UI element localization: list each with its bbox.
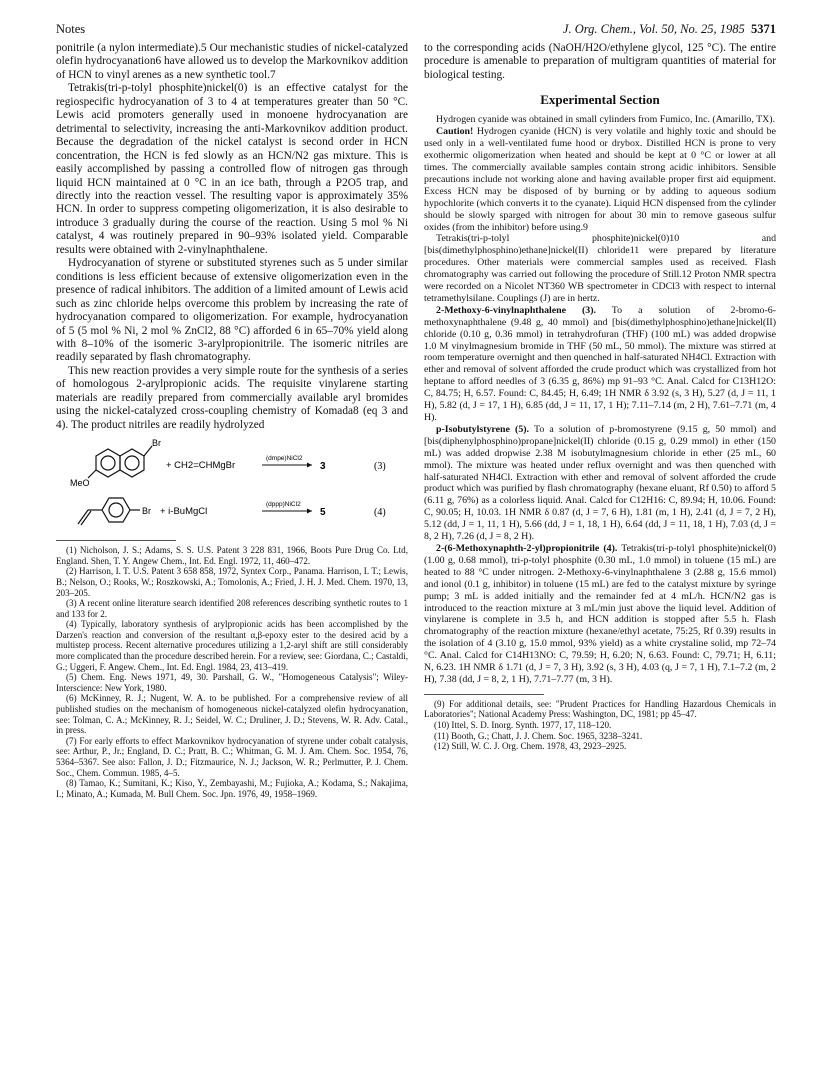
paragraph: ponitrile (a nylon intermediate).5 Our mechanistic studies of nickel-catalyzed olefin hydrocyanation6 have allowed us to develop the Markovnikov addition of HCN to vinyl arenes as a new synthetic tool.7 bbox=[56, 42, 408, 81]
paragraph: Tetrakis(tri-p-tolyl phosphite)nickel(0)10 and [bis(dimethylphosphino)ethane]nickel(II) chloride11 were prepared by literature procedures. Other materials were commercial samples used as received. Flash chromatography was carried out following the procedure of Still.12 Proton NMR spectra were recorded on a Nicolet NT360 WB spectrometer in CDCl3 with respect to internal tetramethylsilane. Couplings (J) are in hertz. bbox=[424, 233, 776, 304]
journal-citation: J. Org. Chem., Vol. 50, No. 25, 1985 bbox=[562, 22, 745, 36]
reference-item: (1) Nicholson, J. S.; Adams, S. S. U.S. Patent 3 228 831, 1966, Boots Pure Drug Co. Ltd, England. Shen, T. Y. Angew Chem., Int. Ed. Engl. 1972, 11, 460–472. bbox=[56, 545, 408, 566]
paragraph: Hydrogen cyanide was obtained in small cylinders from Fumico, Inc. (Amarillo, TX). bbox=[436, 114, 776, 126]
right-body-text bbox=[424, 42, 776, 82]
reference-item: (8) Tamao, K.; Sumitani, K.; Kiso, Y., Zembayashi, M.; Fujioka, A.; Kodama, S.; Nakajima, I.; Minato, A.; Kumada, M. Bull Chem. Soc. Jpn. 1976, 49, 1958–1969. bbox=[56, 778, 408, 799]
arrowhead-icon bbox=[307, 463, 312, 468]
right-references bbox=[424, 699, 776, 752]
procedure-body: To a solution of 2-bromo-6-methoxynaphthalene (9.48 g, 40 mmol) and [bis(dimethylphosphino)ethane]nickel(II) chloride (0.10 g, 0.36 mmol) in tetrahydrofuran (THF) (100 mL) was added dropwise 1.0 M vinylmagnesium bromide in THF (50 mL, 50 mmol). The mixture was stirred at room temperature overnight and then quenched in half-saturated NH4Cl. Extraction with ether and removal of solvent afforded the crude product which was crystallized from hot heptane to afford needles of 3 (6.35 g, 86%) mp 91–93 °C. Anal. Calcd for C13H12O: C, 84.75; H, 6.57. Found: C, 84.45; H, 6.49; 1H NMR δ 3.92 (s, 3 H), 5.27 (d, J = 11, 1 H), 5.82 (d, J = 17, 1 H), 6.85 (dd, J = 11, 17, 1 H); 7.11–7.14 (m, 2 H), 7.61–7.71 (m, 4 H). bbox=[424, 304, 776, 424]
product-number-5: 5 bbox=[320, 507, 326, 519]
experimental-text bbox=[424, 114, 776, 686]
running-header-left: Notes bbox=[56, 22, 86, 36]
section-heading: Experimental Section bbox=[540, 92, 660, 108]
bromo-label: Br bbox=[152, 438, 161, 449]
reference-item: (10) Ittel, S. D. Inorg. Synth. 1977, 17, 118–120. bbox=[434, 720, 612, 731]
procedure-paragraph bbox=[424, 305, 776, 424]
compound-heading: 2-Methoxy-6-vinylnaphthalene (3). bbox=[436, 304, 596, 316]
dppp-catalyst-label: (dppp)NiCl2 bbox=[266, 501, 301, 509]
left-body-text bbox=[56, 42, 408, 432]
paragraph: to the corresponding acids (NaOH/H2O/ethylene glycol, 125 °C). The entire procedure is amenable to preparation of multigram quantities of material for biological testing. bbox=[424, 42, 776, 81]
right-column bbox=[424, 42, 776, 752]
caution-paragraph bbox=[424, 126, 776, 233]
footnote-divider bbox=[56, 540, 176, 541]
reference-item: (5) Chem. Eng. News 1971, 49, 30. Parshall, G. W., "Homogeneous Catalysis"; Wiley-Interscience: New York, 1980. bbox=[56, 672, 408, 693]
paragraph: This new reaction provides a very simple route for the synthesis of a series of homologous 2-arylpropionic acids. The requisite vinylarene starting materials are readily prepared from commercially available aryl bromides using the nickel-catalyzed cross-coupling chemistry of Komada8 (eq 3 and 4). The product nitriles are readily hydrolyzed bbox=[56, 364, 408, 431]
bromo-label: Br bbox=[142, 506, 151, 517]
product-number-3: 3 bbox=[320, 461, 326, 473]
compound-heading: p-Isobutylstyrene (5). bbox=[436, 423, 530, 435]
dmpe-catalyst-label: (dmpe)NiCl2 bbox=[266, 455, 303, 463]
equation-number-4: (4) bbox=[374, 507, 386, 519]
procedure-body: Tetrakis(tri-p-tolyl phosphite)nickel(0) (1.00 g, 0.68 mmol), tri-p-tolyl phosphite (0.30 mL, 1.0 mmol) in toluene (15 mL) are heated to 88 °C under nitrogen. 2-Methoxy-6-vinylnaphthalene 3 (2.88 g, 15.6 mmol) and ionol (0.1 g, inhibitor) in toluene (15 mL) are fed to the catalyst mixture by syringe pump; 3 mL is added initially and the remainder fed at 4 mL/h. HCN/N2 gas is introduced to the reaction mixture at 3 mL/min just above the liquid level. Addition of vinylarene is complete in 3.5 h, and HCN addition is stopped after 5.5 h. Flash chromatography of the reaction mixture (hexane/ethyl acetate, 75:25, Rf 0.39) results in the isolation of 4 (3.10 g, 15.0 mmol, 93% yield) as a white crystaline solid, mp 72–74 °C. Anal. Calcd for C14H13NO: C, 79.59; H, 6.20; N, 6.63. Found: C, 79.71; H, 6.11; N, 6.23. 1H NMR δ 1.71 (d, J = 7, 3 H), 3.92 (s, 3 H), 4.03 (q, J = 7, 1 H), 7.1–7.2 (m, 2 H), 7.38 (dd, J = 8, 2, 1 H), 7.71–7.77 (m, 3 H). bbox=[424, 542, 776, 685]
naphthalene-structure bbox=[88, 446, 152, 478]
isobutyl-grignard-reagent: + i-BuMgCl bbox=[160, 506, 208, 518]
procedure-paragraph bbox=[424, 543, 776, 686]
reference-item: (3) A recent online literature search identified 208 references describing synthetic routes to 1 and 133 for 2. bbox=[56, 598, 408, 619]
running-header-right bbox=[563, 22, 776, 37]
reference-item: (6) McKinney, R. J.; Nugent, W. A. to be published. For a comprehensive review of all published studies on the mechanism of homogeneous nickel-catalyzed olefin hydrocyanation, see: Tolman, C. A.; McKinney, R. J.; Seidel, W. C.; Druliner, J. D.; Stevens, W. R. Adv. Catal., in press. bbox=[56, 693, 408, 736]
methoxy-label: MeO bbox=[70, 478, 90, 489]
paragraph: Tetrakis(tri-p-tolyl phosphite)nickel(0) is an effective catalyst for the regiospecific hydrocyanation of 3 to 4 at temperatures greater than 50 °C. Lewis acid promoters generally used in monoene hydrocyanation are detrimental to selectivity, increasing the anti-Markovnikov addition product. Because the degradation of the nickel catalyst is second order in HCN concentration, the HCN is fed slowly as an HCN/N2 gas mixture. This is easily accomplished by passing a controlled flow of nitrogen gas through liquid HCN maintained at 0 °C in an ice bath, through a P2O5 trap, and directly into the reaction vessel. The resulting vapor is approximately 35% HCN. In order to suppress competing oligomerization, it is also desirable to introduce 3 gradually during the course of the reaction. Using 5 mol % Ni catalyst, 4 was routinely prepared in 90–93% isolated yield. Comparable results were obtained with 2-vinylnaphthalene. bbox=[56, 82, 408, 256]
reference-item: (7) For early efforts to effect Markovnikov hydrocyanation of styrene under cobalt catalysis, see: Arthur, P., Jr.; England, D. C.; Pratt, B. C.; Whitman, G. M. J. Am. Chem. Soc. 1954, 76, 5364–5367. See also: Fallon, J. D.; Fitzmaurice, N. J.; Jackson, W. R.; Perlmutter, P. J. Chem. Soc., Chem. Commun. 1985, 4–5. bbox=[56, 735, 408, 778]
reference-item: (4) Typically, laboratory synthesis of arylpropionic acids has been accomplished by the Darzen's reaction and conversion of the resultant α,β-epoxy ester to the desired acid by a multistep process. Recent alternative procedures utilizing a 1,2-aryl shift are still considerably more complicated than the procedure described herein. For a review, see: Giordana, C.; Castaldi, G.; Uggeri, F. Angew. Chem., Int. Ed. Engl. 1984, 23, 413–419. bbox=[56, 619, 408, 672]
compound-heading: 2-(6-Methoxynaphth-2-yl)propionitrile (4). bbox=[436, 542, 618, 554]
paragraph: Hydrocyanation of styrene or substituted styrenes such as 5 under similar conditions is less efficient because of extensive oligomerization even in the presence of radical inhibitors. The addition of a limited amount of Lewis acid such as zinc chloride helps overcome this problem by increasing the rate of hydrocyanation compared to oligomerization. For example, hydrocyanation of 5 (5 mol % Ni, 2 mol % ZnCl2, 88 °C) afforded 6 in 65–70% yield along with 8–10% of the isomeric 3-arylpropionitrile. The isomeric nitriles are readily separated by flash chromatography. bbox=[56, 257, 408, 364]
reference-item: (9) For additional details, see: "Prudent Practices for Handling Hazardous Chemicals in Laboratories"; National Academy Press: Washington, DC, 1981; pp 45–47. bbox=[424, 698, 776, 720]
footnote-divider bbox=[424, 694, 544, 695]
procedure-body: To a solution of p-bromostyrene (9.15 g, 50 mmol) and [bis(diphenylphosphino)propane]nickel(II) chloride (0.15 g, 0.29 mmol) in ether (150 mL) was added dropwise 2.38 M isobutylmagnesium chloride in ether (25 mL, 60 mmol). The mixture was heated under reflux overnight and was then quenched with half-saturated NH4Cl. Extraction with ether and removal of solvent afforded the crude product which was purified by flash chromatography (hexane eluant, Rf 0.50) to afford 5 (6.11 g, 76%) as a colorless liquid. Anal. Calcd for C12H16: C, 89.94; H, 10.06. Found: C, 90.05; H, 10.03. 1H NMR δ 0.87 (d, J = 7, 6 H), 1.81 (m, 1 H), 2.41 (d, J = 7, 2 H), 5.12 (dd, J = 1, 11, 1 H), 5.66 (dd, J = 1, 18, 1 H), 6.64 (dd, J = 11, 18, 1 H), 7.03 (d, J = 8, 2 H), 7.26 (d, J = 8, 2 H). bbox=[424, 423, 777, 543]
left-column bbox=[56, 42, 408, 799]
vinyl-grignard-reagent: + CH2=CHMgBr bbox=[166, 460, 236, 472]
arrowhead-icon bbox=[307, 509, 312, 514]
styrene-structure bbox=[78, 498, 140, 525]
left-references bbox=[56, 545, 408, 799]
page-number: 5371 bbox=[751, 22, 776, 36]
caution-body: Hydrogen cyanide (HCN) is very volatile and highly toxic and should be used only in a well-ventilated fume hood or drybox. Distilled HCN is prone to very exothermic oligomerization when heated and should be kept at 0 °C or lower at all times. The commercially available samples contain strong acidic inhibitors. Sensible precautions include not working alone and having available proper first aid equipment. Excess HCN may be disposed of by burning or by adding to aqueous sodium hypochlorite (which converts it to the cyanate). Liquid HCN dispensed from the cylinder should be slowly sparged with nitrogen for about 30 min to remove gaseous sulfur oxides (from the inhibitor) before using.9 bbox=[424, 126, 776, 233]
reference-item: (11) Booth, G.; Chatt, J. J. Chem. Soc. 1965, 3238–3241. bbox=[434, 730, 643, 741]
reference-item: (2) Harrison, I. T. U.S. Patent 3 658 858, 1972, Syntex Corp., Panama. Harrison, I. T.; Lewis, B.; Nelson, O.; Rooks, W.; Roszkowski, A.; Tomolonis, A.; Fried, J. H. J. Med. Chem. 1970, 13, 203–205. bbox=[56, 566, 408, 598]
caution-lead: Caution! bbox=[436, 126, 474, 138]
equation-number-3: (3) bbox=[374, 461, 386, 473]
reference-item: (12) Still, W. C. J. Org. Chem. 1978, 43, 2923–2925. bbox=[434, 741, 627, 752]
reaction-scheme bbox=[56, 438, 408, 534]
procedure-paragraph bbox=[424, 424, 776, 543]
reaction-scheme-graphic bbox=[56, 438, 408, 534]
